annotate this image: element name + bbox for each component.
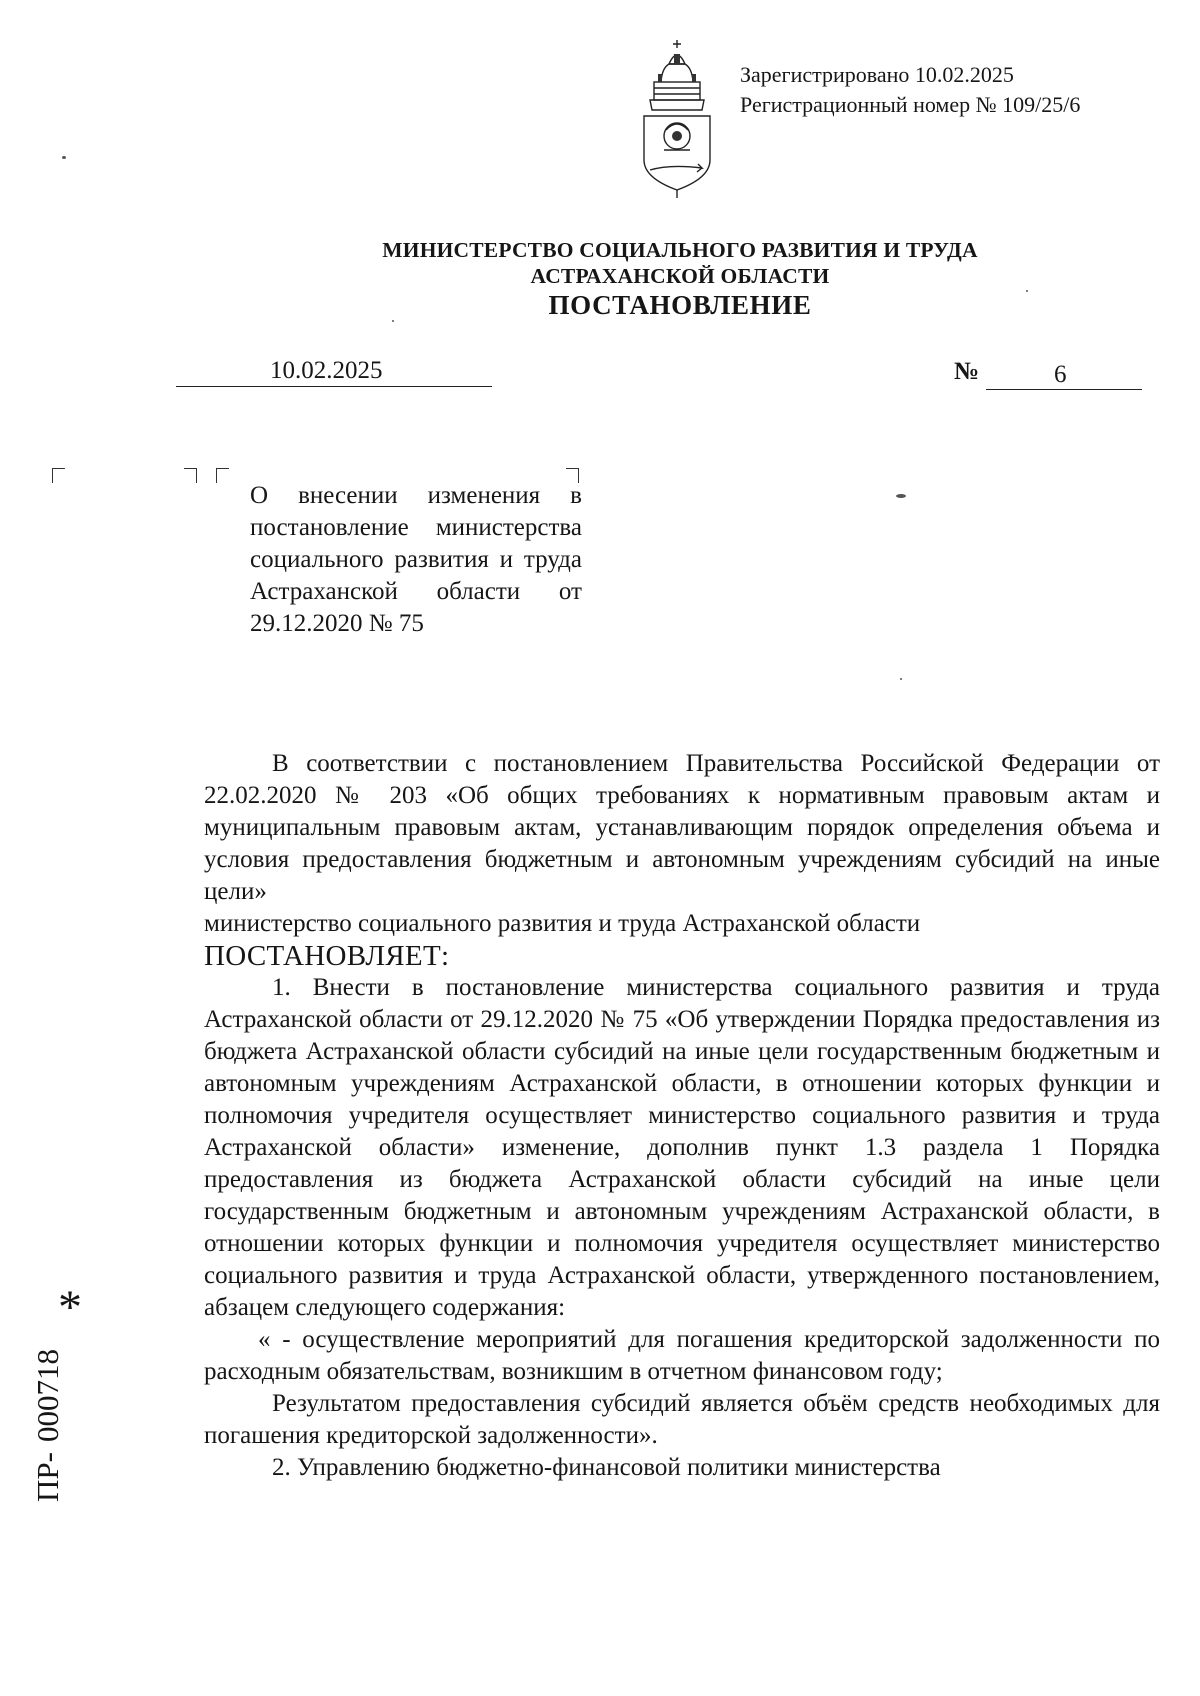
document-type-title: ПОСТАНОВЛЕНИЕ xyxy=(548,290,812,320)
ministry-name-line-1: МИНИСТЕРСТВО СОЦИАЛЬНОГО РАЗВИТИЯ И ТРУДА xyxy=(382,238,978,262)
scan-speck xyxy=(392,320,394,322)
corner-mark xyxy=(52,468,65,483)
scan-speck xyxy=(62,156,66,159)
ministry-name-line-2: АСТРАХАНСКОЙ ОБЛАСТИ xyxy=(530,264,830,288)
scan-speck xyxy=(1026,290,1028,292)
corner-mark xyxy=(184,468,197,483)
result-paragraph: Результатом предоставления субсидий является объём средств необходимых для погашения кредиторской задолженности». xyxy=(204,1390,1160,1449)
added-paragraph: « - осуществление мероприятий для погашения кредиторской задолженности по расходным обязательствам, возникшим в отчетном финансовом году; xyxy=(204,1326,1160,1385)
side-document-code xyxy=(30,1349,66,1512)
registration-line-2: Регистрационный номер № 109/25/6 xyxy=(740,92,1081,117)
document-date: 10.02.2025 xyxy=(270,357,383,384)
coat-of-arms-icon xyxy=(636,38,718,200)
corner-mark xyxy=(216,468,229,483)
number-underline xyxy=(986,389,1142,390)
side-asterisk: * xyxy=(58,1281,82,1334)
date-underline xyxy=(176,386,492,387)
preamble-paragraph: В соответствии с постановлением Правительства Российской Федерации от 22.02.2020 № 203 «Об общих требованиях к нормативным правовым актам и муниципальным правовым актам, устанавливающим порядок определения объема и условия предоставления бюджетным и автономным учреждениям субсидий на иные цели» xyxy=(204,750,1160,905)
document-body xyxy=(204,748,1160,1484)
side-code-number: 000718 xyxy=(30,1349,65,1443)
resolution-word: ПОСТАНОВЛЯЕТ: xyxy=(204,940,450,972)
clause-2-paragraph: 2. Управлению бюджетно-финансовой политики министерства xyxy=(272,1454,941,1481)
document-number: 6 xyxy=(1054,361,1067,388)
number-sign: № xyxy=(954,358,980,385)
scan-speck xyxy=(896,494,906,498)
document-subject: О внесении изменения в постановление министерства социального развития и труда Астраханской области от 29.12.2020 № 75 xyxy=(250,482,582,637)
issuer-paragraph: министерство социального развития и труда Астраханской области xyxy=(204,910,921,937)
registration-line-1: Зарегистрировано 10.02.2025 xyxy=(740,62,1014,87)
scan-speck xyxy=(900,678,902,680)
clause-1-paragraph: 1. Внести в постановление министерства социального развития и труда Астраханской области от 29.12.2020 № 75 «Об утверждении Порядка предоставления из бюджета Астраханской области субсидий на иные цели государственным бюджетным и автономным учреждениям Астраханской области, в отношении которых функции и полномочия учредителя осуществляет министерство социального развития и труда Астраханской области» изменение, дополнив пункт 1.3 раздела 1 Порядка предоставления из бюджета Астраханской области субсидий на иные цели государственным бюджетным и автономным учреждениям Астраханской области, в отношении которых функции и полномочия учредителя осуществляет министерство социального развития и труда Астраханской области, утвержденного постановлением, абзацем следующего содержания: xyxy=(204,974,1160,1321)
side-code-prefix: ПР- xyxy=(30,1452,65,1502)
